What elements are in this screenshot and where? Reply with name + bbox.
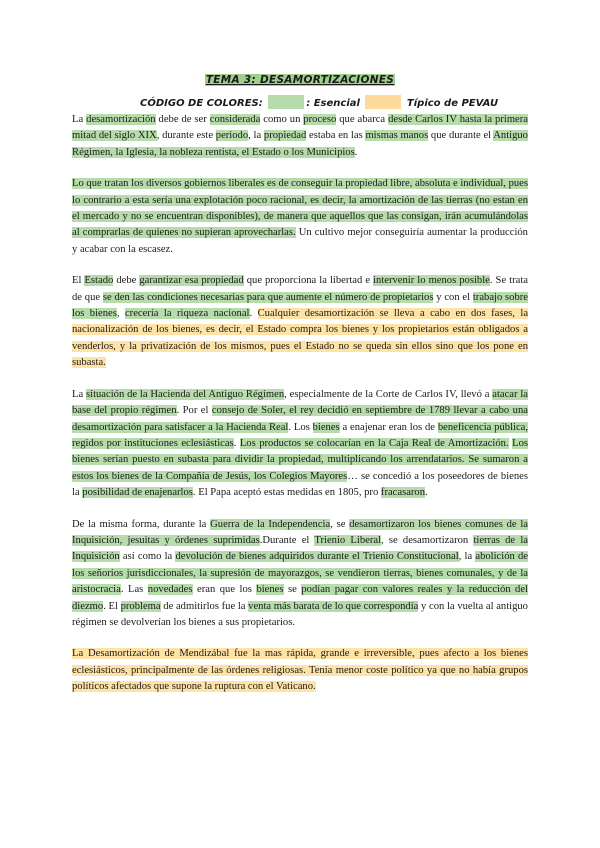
essential-highlight: bienes xyxy=(256,584,284,596)
text-run: que proporciona la libertad e xyxy=(243,275,374,287)
text-run: . El Papa aceptó estas medidas en 1805, pro xyxy=(192,487,381,499)
text-run: El xyxy=(72,275,85,287)
text-run: debe de ser xyxy=(155,114,210,125)
essential-highlight: bienes xyxy=(312,421,340,433)
text-run: como un xyxy=(260,114,304,125)
text-run: de admitirlos fue la xyxy=(160,600,249,612)
text-run: , especialmente de la Corte de Carlos IV, llevó a xyxy=(284,388,493,400)
text-run: debe xyxy=(113,275,140,287)
text-run: . xyxy=(354,146,358,158)
essential-highlight: Lo que tratan los diversos gobiernos liberales es de conseguir la propiedad libre, absoluta e individual, pues lo contrario a esta sería una explotación poco racional, es decir, la amortización de las tierras (no estan en el mercado y no se encuentran disponibles), de manera que aquellos que las consigan, irán acumulándolas al comprarlas de quienes no supieran aprovecharlas. xyxy=(72,178,528,239)
text-run: La xyxy=(72,114,87,125)
pevau-highlight: Cualquier desamortización se lleva a cabo en dos fases, la nacionalización de los bienes, es decir, el Estado compra los bienes y los propietarios están obligados a venderlos, y la privatización de los mismos, pues el Estado no se queda sin ellos sino que los pone en subasta. xyxy=(72,308,529,369)
essential-highlight: abolición de los señoríos jurisdiccionales, la supresión de mayorazgos, se vendieron tierras, bienes comunales, y de la aristocracia xyxy=(72,551,529,596)
text-run: . Los xyxy=(288,421,313,433)
legend-swatch-essential xyxy=(268,95,304,109)
text-run: . Se trata de que xyxy=(72,275,529,303)
essential-highlight: novedades xyxy=(147,584,193,596)
text-run: que abarca xyxy=(336,114,389,125)
text-run: se xyxy=(283,584,302,596)
essential-highlight: crecería la riqueza nacional xyxy=(124,308,250,320)
document-body xyxy=(72,112,528,711)
text-run: estaba en las xyxy=(306,130,366,142)
legend-label: CÓDIGO DE COLORES: xyxy=(140,98,263,109)
text-run: . xyxy=(425,487,428,499)
essential-highlight: Los bienes serían puesto en subasta para dividir la propiedad, multiplicando los arrendatarios. Se sumaron a estos los bienes de la Compañía de Jesús, los Colegios Mayores xyxy=(72,437,528,482)
essential-highlight: periodo xyxy=(215,130,249,142)
essential-highlight: Los productos se colocarían en la Caja Real de Amortización. xyxy=(239,437,509,449)
text-run: , se desamortizaron xyxy=(381,534,474,546)
essential-highlight: consejo de Soler xyxy=(211,405,284,417)
paragraph-2 xyxy=(72,176,528,258)
color-legend xyxy=(140,95,499,109)
text-run: y con la vuelta al antiguo régimen se devolverían los bienes a sus propietarios. xyxy=(72,600,528,628)
essential-highlight: venta más barata de lo que correspondía xyxy=(248,600,419,612)
essential-highlight: beneficencia pública, regidos por instituciones eclesiásticas xyxy=(72,421,529,449)
text-run: . Las xyxy=(120,584,148,596)
essential-highlight: atacar la base del propio régimen xyxy=(72,388,528,417)
text-run: De la misma forma, durante la xyxy=(72,518,211,530)
essential-highlight: , el rey decidió en septiembre de 1789 llevar a cabo una desamortización para satisfacer a la Hacienda Real xyxy=(72,405,528,433)
paragraph-6 xyxy=(72,646,528,695)
essential-highlight: situación de la Hacienda del Antiguo Régimen xyxy=(86,388,285,400)
essential-highlight: devolución de bienes adquiridos durante el Trienio Constitucional xyxy=(175,551,459,563)
essential-highlight: propiedad xyxy=(263,130,307,142)
legend-typical-label: Típico de PEVAU xyxy=(406,98,499,109)
essential-highlight: tierras de la Inquisición xyxy=(72,534,528,563)
essential-highlight: garantizar esa propiedad xyxy=(139,275,244,287)
essential-highlight: se den las condiciones necesarias para que aumente el número de propietarios xyxy=(102,291,434,303)
text-run: .Durante el xyxy=(259,534,315,546)
text-run: . Por el xyxy=(176,405,212,417)
essential-highlight: problema xyxy=(120,600,161,612)
text-run: . El xyxy=(103,600,121,612)
text-run: , xyxy=(116,308,125,320)
text-run: . xyxy=(233,437,240,449)
essential-highlight: podían pagar con valores reales y la reducción del diezmo xyxy=(72,584,529,612)
legend-swatch-typical xyxy=(365,95,401,109)
essential-highlight: Estado xyxy=(84,275,114,287)
text-run: . xyxy=(249,308,258,320)
essential-highlight: fracasaron xyxy=(380,487,426,499)
essential-highlight: desamortizaron los bienes comunes de la Inquisición, jesuitas y órdenes suprimidas xyxy=(72,518,528,546)
essential-highlight: mismas manos xyxy=(365,130,429,142)
text-run: así como la xyxy=(119,551,176,563)
text-run: La xyxy=(72,388,86,400)
text-run: y con el xyxy=(433,291,473,303)
legend-essential-label: : Esencial xyxy=(306,98,360,109)
paragraph-1 xyxy=(72,112,528,161)
text-run: eran que los xyxy=(192,584,257,596)
text-run: a enajenar eran los de xyxy=(339,421,438,433)
essential-highlight: Guerra de la Independencia xyxy=(210,518,331,530)
essential-highlight: proceso xyxy=(303,114,337,125)
essential-highlight: intervenir lo menos posible xyxy=(373,275,490,287)
essential-highlight: desde Carlos IV hasta la primera mitad del siglo XIX xyxy=(72,114,528,142)
essential-highlight: posibilidad de enajenarlos xyxy=(82,487,193,499)
text-run: , la xyxy=(248,130,264,142)
paragraph-3 xyxy=(72,273,528,371)
text-run: que durante el xyxy=(428,130,494,142)
text-run: , se xyxy=(330,518,350,530)
paragraph-4 xyxy=(72,387,528,502)
text-run: … se concedió a los poseedores de bienes la xyxy=(72,470,529,499)
essential-highlight: trabajo sobre los bienes xyxy=(72,291,528,320)
essential-highlight: considerada xyxy=(209,114,261,125)
paragraph-5 xyxy=(72,517,528,632)
pevau-highlight: La Desamortización de Mendizábal fue la mas rápida, grande e irreversible, pues afecto a los bienes eclesiásticos, principalmente de las órdenes religiosas. Tenía menor coste político ya que no había grupos políticos afectados que supone la ruptura con el Vaticano. xyxy=(72,648,528,693)
essential-highlight: desamortización xyxy=(86,114,156,125)
essential-highlight: Trienio Liberal xyxy=(314,534,381,546)
text-run: , durante este xyxy=(156,130,216,142)
text-run: , la xyxy=(458,551,476,563)
document-title: TEMA 3: DESAMORTIZACIONES xyxy=(205,74,395,86)
essential-highlight: Antiguo Régimen, la Iglesia, la nobleza rentista, el Estado o los Municipios xyxy=(72,130,528,158)
text-run: Un cultivo mejor conseguiría aumentar la producción y acabar con la escasez. xyxy=(72,227,528,255)
